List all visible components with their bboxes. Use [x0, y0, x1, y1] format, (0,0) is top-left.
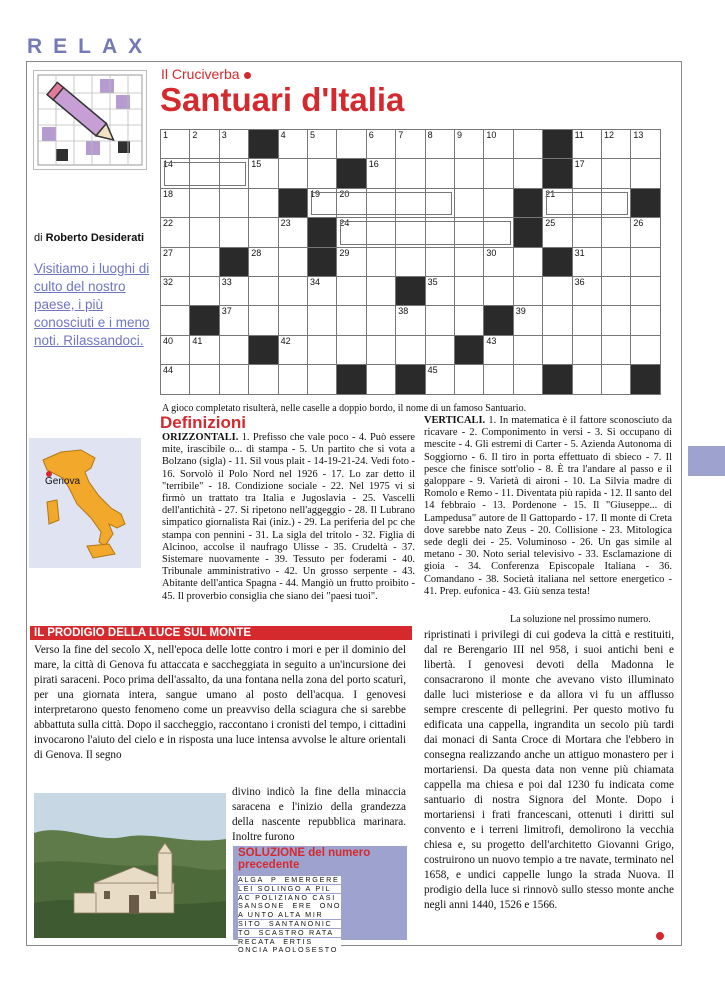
grid-cell[interactable] — [308, 336, 337, 365]
kicker-text: Il Cruciverba — [161, 66, 240, 82]
grid-cell[interactable] — [308, 130, 337, 159]
grid-cell[interactable] — [190, 218, 219, 247]
cell-number: 35 — [427, 277, 438, 287]
grid-note: A gioco completato risulterà, nelle caselle a doppio bordo, il nome di un famoso Santuario. — [162, 403, 527, 414]
puzzle-title: Santuari d'Italia — [160, 81, 405, 118]
grid-cell[interactable] — [220, 336, 249, 365]
solution-grid — [238, 876, 341, 955]
double-border-strip — [545, 188, 628, 215]
grid-cell[interactable] — [220, 189, 249, 218]
solution-row: TO SCASTRO RATA — [238, 929, 341, 937]
grid-cell[interactable] — [602, 248, 631, 277]
crossword-grid[interactable] — [160, 129, 661, 395]
cell-number: 2 — [192, 130, 198, 140]
grid-cell[interactable] — [484, 189, 513, 218]
cell-number: 31 — [574, 247, 585, 258]
grid-cell[interactable] — [602, 218, 631, 247]
grid-cell[interactable] — [484, 130, 513, 159]
solution-heading: SOLUZIONE del numero precedente — [238, 847, 371, 871]
cell-number: 43 — [486, 335, 497, 346]
grid-black-cell — [543, 130, 572, 159]
article-column-1: Verso la fine del secolo X, nell'epoca delle lotte contro i mori e per il dominio del mare, la città di Genova fu attaccata e saccheggiata in seguito a un'incursione dei pirati saraceni. Poco prima dell'assalto, da una fontana nella zona del porto scaturì, per una giornata intera, sangue umano al posto dell'acqua. I genovesi interpretarono questo fenomeno come un preavviso della sciagura che si sarebbe abbattuta sulla città. Dopo il saccheggio, raccontano i cronisti del tempo, i cittadini invocarono l'aiuto del cielo e in risposta una luce intensa avvolse le alture orientali di Genova. Il segno — [34, 644, 406, 761]
grid-cell[interactable] — [426, 336, 455, 365]
kicker-dot — [244, 72, 251, 79]
sanctuary-photo — [34, 793, 226, 938]
cell-number: 36 — [574, 277, 585, 287]
cell-number: 1 — [163, 130, 169, 140]
grid-black-cell — [337, 365, 366, 394]
grid-cell[interactable] — [396, 306, 425, 335]
clues-down — [424, 415, 672, 598]
grid-cell[interactable] — [190, 130, 219, 159]
section-header: RELAX — [27, 35, 154, 58]
cell-number: 6 — [368, 130, 374, 140]
grid-cell[interactable] — [249, 218, 278, 247]
grid-cell[interactable] — [396, 336, 425, 365]
cell-number: 41 — [192, 335, 203, 346]
grid-cell[interactable] — [161, 218, 190, 247]
article-column-2: ripristinati i privilegi di cui godeva la città e restituiti, dal re Berengario III nel 958, i suoi antichi beni e libertà. I genovesi devoti della Madonna le consacrarono il monte che avevano visto illuminato dalle luci misteriose e da allora vi fu un afflusso sempre crescente di pellegrini. Per questo motivo fu edificata una cappella, ingrandita un secolo più tardi dai monaci di Santa Croce di Mortara che l'ebbero in consegna realizzando anche un attiguo monastero per i mortariensi. Da questa data non venne più chiamata cappella ma chiesa e poi dal 1230 fu indicata come santuario di nostra Signora del Monte. Dopo i mortariensi i frati francescani, ottenuti i diritti sul convento e i terreni limitrofi, demolirono la vecchia chiesa e, su progetto dell'architetto Giovanni Grigo, costruirono un nuovo tempio a tre navate, terminato nel 1658, e undici cappelle lungo la strada Nuova. Il prodigio della luce si rinnovò sullo stesso monte anche negli anni 1440, 1526 e 1566. — [424, 629, 674, 911]
cell-number: 5 — [310, 130, 316, 140]
grid-cell[interactable] — [484, 277, 513, 306]
cell-number: 18 — [163, 188, 174, 199]
grid-black-cell — [249, 336, 278, 365]
grid-cell[interactable] — [249, 189, 278, 218]
grid-black-cell — [514, 189, 543, 218]
grid-cell[interactable] — [514, 130, 543, 159]
grid-cell[interactable] — [484, 159, 513, 188]
cell-number: 37 — [221, 306, 232, 317]
grid-cell[interactable] — [573, 218, 602, 247]
grid-black-cell — [337, 159, 366, 188]
cell-number: 15 — [251, 159, 262, 170]
grid-cell[interactable] — [308, 277, 337, 306]
grid-cell[interactable] — [367, 248, 396, 277]
grid-cell[interactable] — [631, 336, 660, 365]
grid-cell[interactable] — [367, 130, 396, 159]
grid-cell[interactable] — [602, 306, 631, 335]
grid-cell[interactable] — [367, 306, 396, 335]
grid-cell[interactable] — [190, 189, 219, 218]
grid-cell[interactable] — [308, 159, 337, 188]
italy-map — [29, 438, 141, 568]
grid-cell[interactable] — [543, 277, 572, 306]
grid-cell[interactable] — [543, 218, 572, 247]
grid-cell[interactable] — [426, 248, 455, 277]
grid-cell[interactable] — [455, 248, 484, 277]
grid-cell[interactable] — [337, 277, 366, 306]
cell-number: 3 — [221, 130, 227, 140]
grid-cell[interactable] — [161, 277, 190, 306]
cell-number: 45 — [427, 365, 438, 376]
grid-cell[interactable] — [602, 130, 631, 159]
double-border-strip — [163, 159, 246, 185]
grid-cell[interactable] — [279, 277, 308, 306]
grid-cell[interactable] — [337, 336, 366, 365]
crossword-logo — [33, 70, 147, 170]
grid-cell[interactable] — [631, 159, 660, 188]
grid-cell[interactable] — [279, 218, 308, 247]
grid-cell[interactable] — [249, 277, 278, 306]
cell-number: 34 — [310, 277, 321, 287]
cell-number: 22 — [163, 218, 174, 229]
grid-cell[interactable] — [573, 277, 602, 306]
cell-number: 9 — [457, 130, 463, 140]
grid-black-cell — [308, 218, 337, 247]
grid-cell[interactable] — [161, 248, 190, 277]
grid-black-cell — [190, 306, 219, 335]
cell-number: 14 — [163, 159, 174, 170]
solution-row: AC POLIZIANO CASI — [238, 894, 341, 902]
grid-cell[interactable] — [573, 159, 602, 188]
grid-cell[interactable] — [455, 306, 484, 335]
grid-cell[interactable] — [573, 306, 602, 335]
solution-row: RECATA ERTIS — [238, 938, 341, 946]
grid-cell[interactable] — [455, 159, 484, 188]
grid-cell[interactable] — [220, 218, 249, 247]
double-border-strip — [339, 218, 510, 244]
cell-number: 23 — [280, 218, 291, 229]
cell-number: 42 — [280, 335, 291, 346]
grid-cell[interactable] — [279, 306, 308, 335]
cell-number: 11 — [574, 130, 584, 140]
grid-black-cell — [514, 218, 543, 247]
cell-number: 21 — [545, 188, 556, 199]
solution-row: SITO SANTANONIC — [238, 920, 341, 928]
grid-cell[interactable] — [190, 248, 219, 277]
grid-cell[interactable] — [396, 130, 425, 159]
grid-cell[interactable] — [249, 365, 278, 394]
grid-cell[interactable] — [514, 248, 543, 277]
cell-number: 30 — [486, 247, 497, 258]
grid-black-cell — [484, 306, 513, 335]
cell-number: 19 — [310, 188, 321, 199]
grid-cell[interactable] — [337, 248, 366, 277]
grid-cell[interactable] — [220, 306, 249, 335]
grid-cell[interactable] — [573, 365, 602, 394]
map-label: Genova — [45, 476, 81, 487]
grid-cell[interactable] — [484, 248, 513, 277]
grid-cell[interactable] — [631, 248, 660, 277]
grid-cell[interactable] — [426, 306, 455, 335]
grid-cell[interactable] — [455, 189, 484, 218]
grid-cell[interactable] — [396, 159, 425, 188]
solution-row: ONCIA PAOLOSESTO — [238, 946, 341, 954]
grid-cell[interactable] — [220, 365, 249, 394]
down-text: 1. In matematica è il fattore sconosciuto da ricavare - 2. Componimento in versi - 3. Si occupano di mescite - 4. Gli estremi di Carter - 5. Azienda Autonoma di Soggiorno - 6. Il tiro in porta effettuato di sbieco - 7. Il pesce che finisce sott'olio - 8. È tra l'andare al passo e il galoppare - 9. Varietà di aironi - 10. La Silvia madre di Romolo e Remo - 11. Diventata più rapida - 12. Il santo del 14 febbraio - 13. Pordenone - 15. Il "Giuseppe... di Lampedusa" autore de Il Gattopardo - 17. Il monte di Creta dove sarebbe nato Zeus - 20. Collisione - 23. Mitologica sede degli dei - 25. Voluminoso - 26. Un gas simile al metano - 30. Noto serial televisivo - 33. Esclamazione di gioia - 34. Conferenza Episcopale Italiana - 36. Comandano - 38. Società italiana nel settore energetico - 41. Prep. eufonica - 43. Giù senza testa! — [424, 415, 672, 597]
cell-number: 28 — [251, 247, 262, 258]
grid-cell[interactable] — [161, 306, 190, 335]
grid-cell[interactable] — [396, 248, 425, 277]
grid-cell[interactable] — [514, 365, 543, 394]
grid-cell[interactable] — [308, 306, 337, 335]
grid-cell[interactable] — [190, 365, 219, 394]
grid-black-cell — [396, 365, 425, 394]
author-name: Roberto Desiderati — [45, 232, 145, 244]
grid-cell[interactable] — [161, 189, 190, 218]
grid-cell[interactable] — [631, 218, 660, 247]
grid-cell[interactable] — [484, 336, 513, 365]
cell-number: 10 — [486, 130, 497, 140]
grid-black-cell — [543, 248, 572, 277]
grid-cell[interactable] — [602, 365, 631, 394]
cell-number: 25 — [545, 218, 556, 229]
cell-number: 7 — [398, 130, 404, 140]
cell-number: 33 — [221, 277, 232, 287]
grid-cell[interactable] — [279, 336, 308, 365]
grid-cell[interactable] — [514, 306, 543, 335]
grid-cell[interactable] — [367, 365, 396, 394]
cell-number: 38 — [398, 306, 409, 317]
grid-cell[interactable] — [484, 365, 513, 394]
double-border-strip — [310, 188, 452, 215]
cell-number: 20 — [339, 188, 350, 199]
grid-cell[interactable] — [426, 277, 455, 306]
cell-number: 40 — [163, 335, 174, 346]
grid-cell[interactable] — [367, 159, 396, 188]
cell-number: 29 — [339, 247, 350, 258]
grid-black-cell — [543, 159, 572, 188]
grid-cell[interactable] — [249, 248, 278, 277]
grid-cell[interactable] — [279, 365, 308, 394]
cell-number: 24 — [339, 218, 350, 229]
solution-row: A UNTO ALTA MIR — [238, 911, 341, 919]
grid-cell[interactable] — [190, 336, 219, 365]
grid-black-cell — [249, 130, 278, 159]
grid-black-cell — [220, 248, 249, 277]
grid-cell[interactable] — [455, 365, 484, 394]
grid-cell[interactable] — [543, 306, 572, 335]
grid-black-cell — [308, 248, 337, 277]
author-prefix: di — [34, 232, 43, 244]
cell-number: 17 — [574, 159, 585, 170]
clues-across — [162, 432, 415, 603]
grid-cell[interactable] — [426, 159, 455, 188]
definitions-footer: La soluzione nel prossimo numero. — [510, 614, 651, 625]
grid-cell[interactable] — [514, 159, 543, 188]
grid-cell[interactable] — [249, 159, 278, 188]
grid-cell[interactable] — [161, 130, 190, 159]
puzzle-kicker — [161, 66, 251, 82]
grid-cell[interactable] — [308, 365, 337, 394]
grid-cell[interactable] — [220, 130, 249, 159]
grid-black-cell — [455, 336, 484, 365]
grid-black-cell — [631, 189, 660, 218]
grid-cell[interactable] — [631, 130, 660, 159]
grid-cell[interactable] — [455, 130, 484, 159]
grid-cell[interactable] — [631, 306, 660, 335]
cell-number: 8 — [427, 130, 433, 140]
grid-cell[interactable] — [573, 130, 602, 159]
down-label: VERTICALI. — [424, 415, 486, 426]
cell-number: 26 — [633, 218, 644, 229]
article-column-1-side: divino indicò la fine della minaccia saracena e l'inizio della grandezza della nascente repubblica marinara. Inoltre furono — [232, 786, 406, 843]
grid-cell[interactable] — [279, 248, 308, 277]
definitions-title: Definizioni — [160, 413, 246, 432]
across-text: 1. Prefisso che vale poco - 4. Può essere mite, irascibile o... di stampa - 5. Un partito che si vota a Bolzano (sigla) - 11. Sil vous plait - 14-19-21-24. Vedi foto - 16. Sorvolò il Polo Nord nel 1926 - 17. Lo zar detto il "terribile" - 18. Condizione sociale - 22. Nel 1975 vi si firmò un trattato tra Italia e Jugoslavia - 25. Vascelli dell'antichità - 27. Si ripetono nell'aggeggio - 28. Il Lubrano simpatico giornalista Rai (iniz.) - 29. La periferia del pc che stampa con pennini - 31. La sigla del tritolo - 32. Figlia di Alcinoo, accolse il naufrago Ulisse - 35. Crudeltà - 37. Sistemare nuovamente - 39. Tessuto per foderami - 40. Tribunale amministrativo - 42. Un grosso serpente - 43. Abitante dell'antica Spagna - 44. Mangiò un frutto proibito - 45. Il proverbio consiglia che siano dei "paesi tuoi". — [162, 432, 415, 602]
grid-black-cell — [279, 189, 308, 218]
grid-cell[interactable] — [602, 277, 631, 306]
cell-number: 32 — [163, 277, 174, 287]
grid-cell[interactable] — [455, 277, 484, 306]
cell-number: 16 — [368, 159, 379, 170]
side-tab — [688, 446, 725, 476]
grid-cell[interactable] — [514, 336, 543, 365]
cell-number: 44 — [163, 365, 174, 376]
grid-cell[interactable] — [602, 336, 631, 365]
grid-cell[interactable] — [279, 159, 308, 188]
grid-cell[interactable] — [367, 277, 396, 306]
grid-cell[interactable] — [426, 365, 455, 394]
grid-cell[interactable] — [220, 277, 249, 306]
grid-cell[interactable] — [367, 336, 396, 365]
across-label: ORIZZONTALI. — [162, 432, 239, 443]
article-heading: IL PRODIGIO DELLA LUCE SUL MONTE — [30, 626, 412, 640]
end-mark — [656, 932, 664, 940]
grid-cell[interactable] — [337, 130, 366, 159]
solution-row: ALGA P EMERGERE — [238, 875, 340, 884]
grid-cell[interactable] — [161, 365, 190, 394]
grid-cell[interactable] — [426, 130, 455, 159]
grid-black-cell — [631, 365, 660, 394]
grid-black-cell — [543, 365, 572, 394]
solution-row: LEI SOLINGO A PIL — [238, 885, 341, 893]
grid-cell[interactable] — [279, 130, 308, 159]
cell-number: 39 — [515, 306, 526, 317]
grid-cell[interactable] — [573, 248, 602, 277]
grid-black-cell — [396, 277, 425, 306]
grid-cell[interactable] — [573, 336, 602, 365]
promo-link[interactable]: Visitiamo i luoghi di culto del nostro paese, i più conosciuti e i meno noti. Rilassandoci. — [34, 261, 150, 348]
grid-cell[interactable] — [631, 277, 660, 306]
grid-cell[interactable] — [337, 306, 366, 335]
grid-cell[interactable] — [602, 159, 631, 188]
cell-number: 12 — [604, 130, 615, 140]
grid-cell[interactable] — [249, 306, 278, 335]
cell-number: 4 — [280, 130, 286, 140]
grid-cell[interactable] — [190, 277, 219, 306]
grid-cell[interactable] — [161, 336, 190, 365]
cell-number: 27 — [163, 247, 174, 258]
author-credit — [34, 232, 144, 244]
solution-row: SANSONE ERE ONO — [238, 901, 342, 911]
grid-cell[interactable] — [543, 336, 572, 365]
grid-cell[interactable] — [514, 277, 543, 306]
cell-number: 13 — [633, 130, 644, 140]
